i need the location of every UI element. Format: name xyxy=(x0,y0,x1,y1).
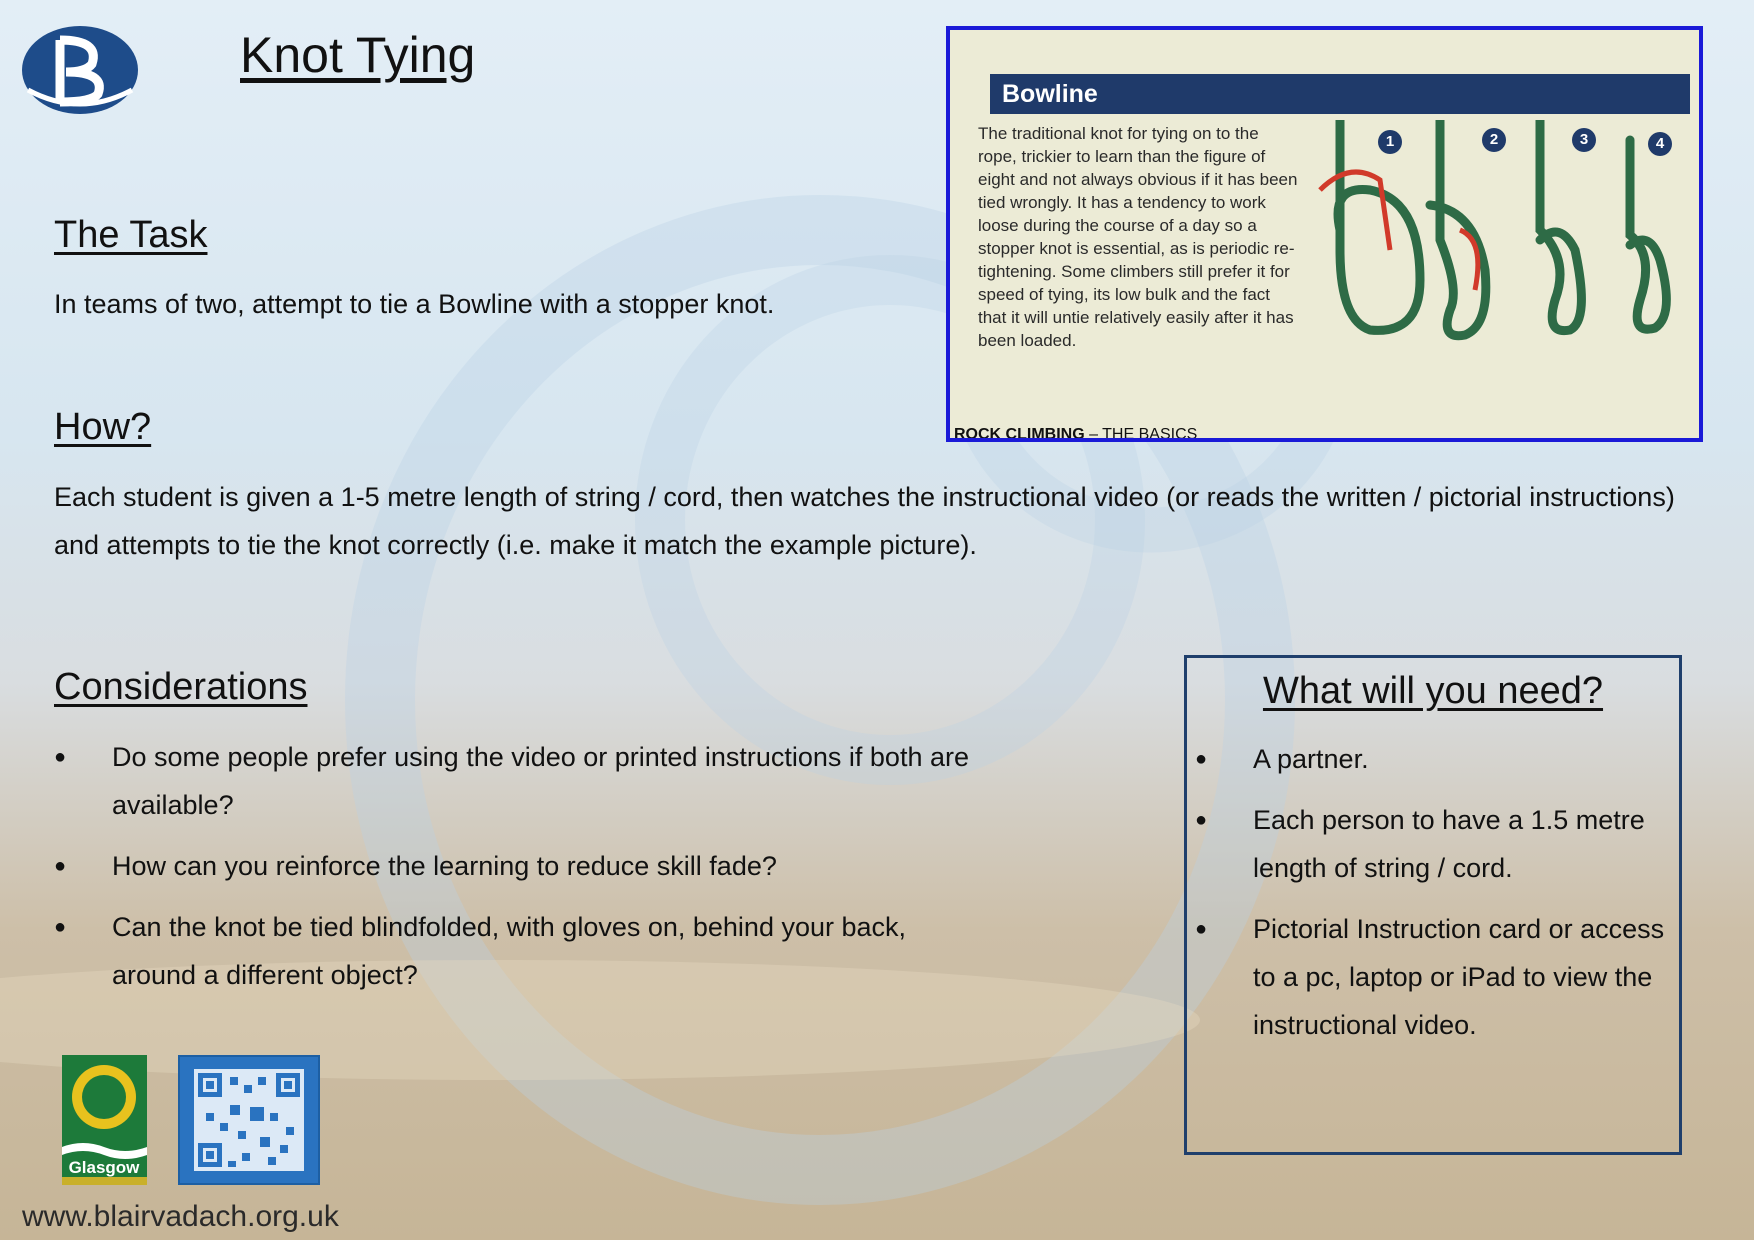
photo-caption: ROCK CLIMBING – THE BASICS xyxy=(954,426,1198,442)
step-1-badge: 1 xyxy=(1378,130,1402,154)
list-item: ● Do some people prefer using the video or printed instructions if both are available? xyxy=(54,733,994,829)
list-item: ● Can the knot be tied blindfolded, with gloves on, behind your back, around a different object? xyxy=(54,903,994,999)
photo-band-title: Bowline xyxy=(990,74,1690,114)
list-item: ● Each person to have a 1.5 metre length of string / cord. xyxy=(1195,796,1675,892)
bowline-instruction-photo xyxy=(946,26,1703,442)
step-3-badge: 3 xyxy=(1572,128,1596,152)
bullet-icon: ● xyxy=(54,746,67,768)
bullet-icon: ● xyxy=(1195,918,1208,940)
step-2-badge: 2 xyxy=(1482,128,1506,152)
how-text: Each student is given a 1-5 metre length of string / cord, then watches the instructional video (or reads the written / pictorial instructions) and attempts to tie the knot correctly (i.e. make it match the example picture). xyxy=(54,482,1675,560)
considerations-heading: Considerations xyxy=(54,666,308,708)
glasgow-city-council-crest xyxy=(62,1055,147,1185)
page-title: Knot Tying xyxy=(240,27,476,83)
website-url: www.blairvadach.org.uk xyxy=(22,1200,339,1233)
list-item: ● Pictorial Instruction card or access to a pc, laptop or iPad to view the instructional video. xyxy=(1195,905,1675,1049)
photo-paragraph: The traditional knot for tying on to the rope, trickier to learn than the figure of eight and not always obvious if it has been tied wrongly. It has a tendency to work loose during the course of a day so a stopper knot is essential, as is periodic re-tightening. Some climbers still prefer it for speed of tying, its low bulk and the fact that it will untie relatively easily after it has been loaded. xyxy=(978,124,1298,350)
bowline-knot-illustration xyxy=(1310,120,1700,410)
considerations-list xyxy=(54,733,994,1012)
step-4-badge: 4 xyxy=(1648,132,1672,156)
qr-code xyxy=(178,1055,320,1185)
needs-heading: What will you need? xyxy=(1262,670,1604,712)
needs-list xyxy=(1195,735,1675,1062)
bullet-icon: ● xyxy=(54,855,67,877)
task-heading: The Task xyxy=(54,214,208,256)
list-item: ● A partner. xyxy=(1195,735,1675,783)
list-item: ● How can you reinforce the learning to reduce skill fade? xyxy=(54,842,994,890)
how-heading: How? xyxy=(54,406,152,448)
task-text: In teams of two, attempt to tie a Bowline with a stopper knot. xyxy=(54,289,775,319)
blairvadach-logo xyxy=(20,22,140,118)
bullet-icon: ● xyxy=(1195,748,1208,770)
bullet-icon: ● xyxy=(1195,809,1208,831)
bullet-icon: ● xyxy=(54,916,67,938)
crest-label: Glasgow xyxy=(68,1158,140,1177)
needs-panel xyxy=(1184,655,1682,1155)
